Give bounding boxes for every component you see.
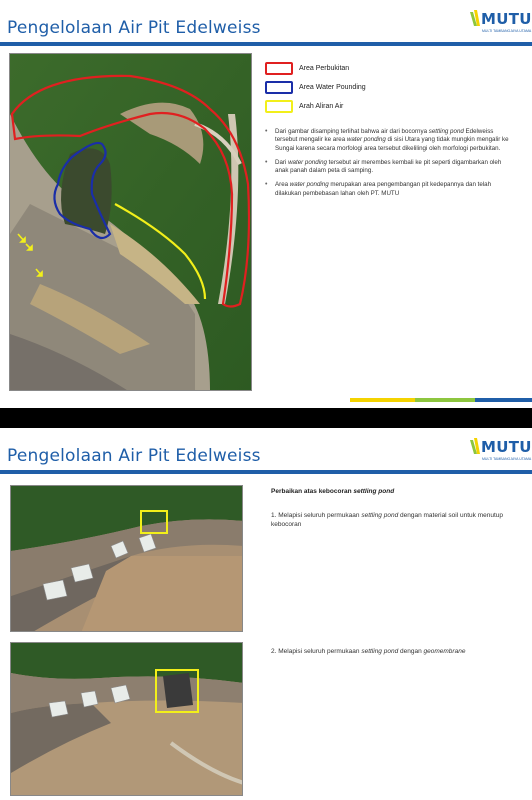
legend-item-hill-area [265,61,349,75]
legend-label: Area Perbukitan [299,64,350,72]
legend-item-water-flow [265,99,343,113]
footer-bar-green [415,398,475,402]
settling-pond-photo-2 [10,642,243,796]
legend-swatch-blue [265,81,293,94]
bullet-item: • Area water ponding merupakan area pengembangan pit kedepannya dan telah dilakukan pembebasan lahan oleh PT. MUTU [265,181,510,198]
footer-bar-yellow [350,398,415,402]
title-underline [0,470,532,474]
legend-label: Area Water Pounding [299,83,366,91]
legend-swatch-red [265,62,293,75]
slide-title: Pengelolaan Air Pit Edelweiss [7,446,261,466]
slide-2 [0,428,532,800]
footer-bar-blue [475,398,532,402]
repair-step-1: 1. Melapisi seluruh permukaan settling pond dengan material soil untuk menutup kebocoran [271,512,503,528]
logo-text: MUTU [481,10,532,28]
logo-subtitle: MULTI TAMBANGJAYA UTAMA [482,457,532,461]
legend-label: Arah Aliran Air [299,102,344,110]
logo-subtitle: MULTI TAMBANGJAYA UTAMA [482,29,532,33]
bullet-item: • Dari water ponding tersebut air merembes kembali ke pit seperti digambarkan oleh anak panah dalam peta di samping. [265,159,510,176]
slide-title: Pengelolaan Air Pit Edelweiss [7,18,261,38]
settling-pond-photo-1 [10,485,243,632]
company-logo [468,436,530,466]
bullet-item: • Dari gambar disamping terlihat bahwa air dari bocornya settling pond Edelweiss tersebut mengalir ke area water ponding di sisi Utara yang tidak mungkin mengalir ke Sungai karena secara morfologi area tersebut dikelilingi oleh morfologi perbukitan. [265,128,510,153]
legend-swatch-yellow [265,100,293,113]
aerial-map-photo [9,53,252,391]
company-logo [468,8,530,38]
bullet-list [265,128,510,204]
legend-item-water-pounding [265,80,366,94]
slide-separator [0,408,532,428]
title-underline [0,42,532,46]
repair-step-2: 2. Melapisi seluruh permukaan settling pond dengan geomembrane [271,648,466,655]
logo-text: MUTU [481,438,532,456]
repair-heading: Perbaikan atas kebocoran settling pond [271,488,395,495]
